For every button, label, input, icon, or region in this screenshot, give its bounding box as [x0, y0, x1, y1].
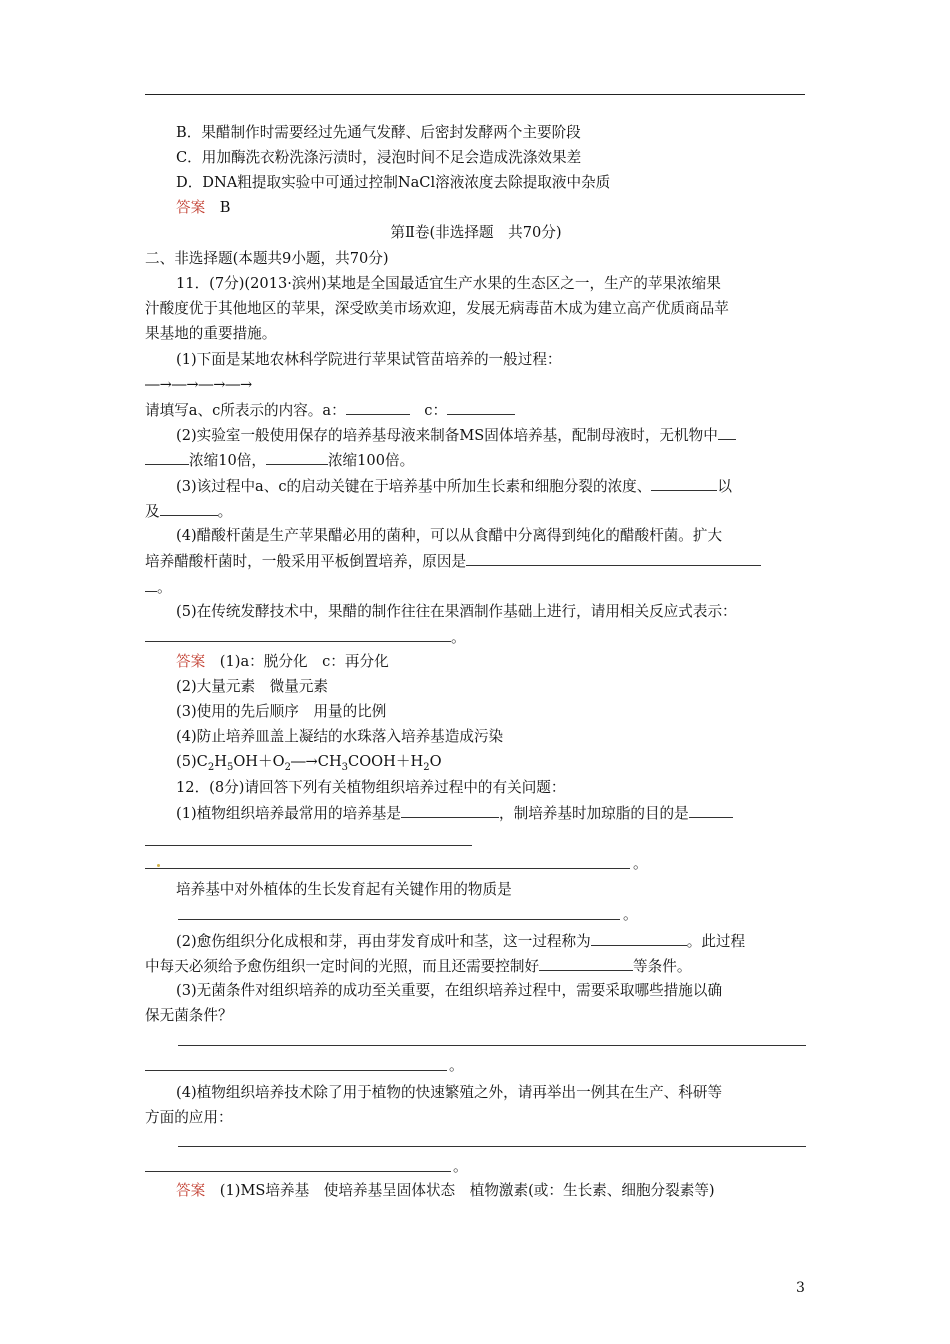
part-two-heading: 二、非选择题(本题共9小题，共70分)	[145, 250, 389, 267]
blank-2a	[718, 425, 736, 440]
q11-part2-b: 浓缩10倍， 浓缩100倍。	[145, 450, 807, 471]
q11-line-a: 11．(7分)(2013·滨州)某地是全国最适宜生产水果的生态区之一，生产的苹果浓缩果	[176, 275, 721, 292]
q12-part3-a: (3)无菌条件对组织培养的成功至关重要，在组织培养过程中，需要采取哪些措施以确	[176, 982, 723, 999]
answer-line-12-1b	[145, 845, 472, 846]
q11-part3-b: 及 。	[145, 503, 233, 520]
answer-line-12-1e	[178, 919, 620, 920]
answer-line-12-4d	[145, 1171, 451, 1172]
q12-part1-d: 培养基中对外植体的生长发育起有关键作用的物质是	[176, 881, 512, 898]
blank-a	[346, 400, 410, 415]
answer-11-4: (4)防止培养皿盖上凝结的水珠落入培养基造成污染	[176, 728, 504, 745]
blank-2b	[145, 450, 189, 465]
q11-part2-a: (2)实验室一般使用保存的培养基母液来制备MS固体培养基，配制母液时，无机物中	[176, 425, 807, 446]
blank-5	[145, 627, 451, 642]
q11-part3-a: (3)该过程中a、c的启动关键在于培养基中所加生长素和细胞分裂的浓度、 以	[176, 478, 732, 495]
q12-part3-d-end: 。	[449, 1057, 464, 1074]
answer-line-1	[176, 198, 807, 218]
blank-12-2a	[591, 931, 687, 946]
blank-3a	[651, 476, 717, 491]
q11-part4-a: (4)醋酸杆菌是生产苹果醋必用的菌种，可以从食醋中分离得到纯化的醋酸杆菌。扩大	[176, 527, 723, 544]
q12-part3-b: 保无菌条件？	[145, 1007, 233, 1024]
answer-line-12-3c	[178, 1045, 806, 1046]
q11-part4-b: 培养醋酸杆菌时，一般采用平板倒置培养，原因是	[145, 551, 807, 572]
answer-label: 答案	[176, 199, 206, 216]
q12-part1-a: (1)植物组织培养最常用的培养基是 ，制培养基时加琼脂的目的是	[176, 803, 807, 824]
section-title: 第Ⅱ卷(非选择题 共70分)	[390, 224, 562, 241]
q11-flow-arrows: ―→―→―→―→	[145, 376, 253, 393]
q12-part1-c-end: 。	[633, 855, 648, 872]
q12-part2-a: (2)愈伤组织分化成根和芽，再由芽发育成叶和茎，这一过程称为 。此过程	[176, 933, 746, 950]
q11-part1-fill: 请填写a、c所表示的内容。a： c：	[145, 400, 807, 421]
answer-12-1: 答案 (1)MS培养基 使培养基呈固体状态 植物激素(或：生长素、细胞分裂素等)	[176, 1182, 715, 1199]
header-rule	[145, 94, 805, 95]
answer-value: B	[219, 199, 231, 216]
q12-part4-b: 方面的应用：	[145, 1109, 233, 1126]
q11-part5-b: 。	[145, 627, 807, 648]
blank-12-1a	[401, 803, 499, 818]
q12-part1-e-end: 。	[623, 906, 638, 923]
q12-part4-a: (4)植物组织培养技术除了用于植物的快速繁殖之外，请再举出一例其在生产、科研等	[176, 1084, 723, 1101]
blank-12-2b	[539, 956, 633, 971]
option-c: C．用加酶洗衣粉洗涤污渍时，浸泡时间不足会造成洗涤效果差	[176, 149, 582, 166]
q11-part1: (1)下面是某地农林科学院进行苹果试管苗培养的一般过程：	[176, 351, 562, 368]
stray-mark	[157, 864, 160, 867]
blank-4b	[145, 577, 157, 592]
answer-11-1: 答案 (1)a：脱分化 c：再分化	[176, 653, 389, 670]
blank-c	[447, 400, 515, 415]
q11-line-b: 汁酸度优于其他地区的苹果，深受欧美市场欢迎，发展无病毒苗木成为建立高产优质商品苹	[145, 300, 729, 317]
q12-line-a: 12．(8分)请回答下列有关植物组织培养过程中的有关问题：	[176, 779, 566, 796]
answer-label: 答案	[176, 653, 206, 670]
answer-label: 答案	[176, 1182, 206, 1199]
answer-line-12-1c	[145, 868, 630, 869]
blank-12-1b	[689, 803, 733, 818]
q12-part4-d-end: 。	[453, 1158, 468, 1175]
page-number: 3	[796, 1280, 805, 1296]
q11-line-c: 果基地的重要措施。	[145, 325, 277, 342]
q11-part5-a: (5)在传统发酵技术中，果醋的制作往往在果酒制作基础上进行，请用相关反应式表示：	[176, 603, 737, 620]
answer-line-12-3d	[145, 1070, 447, 1071]
answer-line-12-4c	[178, 1146, 806, 1147]
q12-part2-b: 中每天必须给予愈伤组织一定时间的光照，而且还需要控制好 等条件。	[145, 958, 692, 975]
q11-part4-c: 。	[145, 577, 807, 598]
answer-11-3: (3)使用的先后顺序 用量的比例	[176, 703, 387, 720]
answer-11-2: (2)大量元素 微量元素	[176, 678, 329, 695]
option-d: D．DNA粗提取实验中可通过控制NaCl溶液浓度去除提取液中杂质	[176, 174, 611, 191]
blank-3b	[160, 501, 218, 516]
blank-4a	[466, 551, 761, 566]
answer-11-5: $(5)C_2H_5OH+O_2―\to CH_3COOH+H_2O$	[176, 753, 442, 772]
blank-2c	[266, 450, 328, 465]
option-b: B．果醋制作时需要经过先通气发酵、后密封发酵两个主要阶段	[176, 124, 581, 141]
